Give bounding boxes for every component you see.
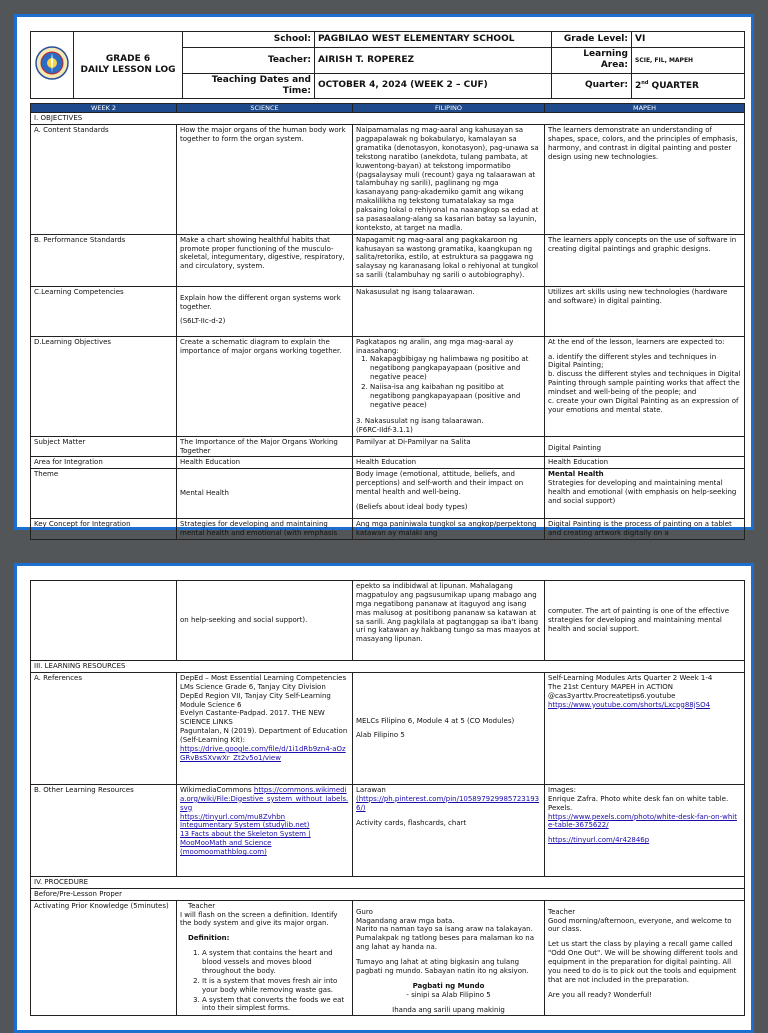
other-resources-filipino: Larawan (https://ph.pinterest.com/pin/1058979299857231936/) Activity cards, flashcards, chart	[353, 784, 545, 876]
pexels-link[interactable]: https://www.pexels.com/photo/white-desk-fan-on-white-table-3675622/	[548, 812, 737, 830]
learning-resources-heading: III. LEARNING RESOURCES	[31, 661, 745, 673]
references-science: DepEd – Most Essential Learning Competencies LMs Science Grade 6, Tanjay City Division DepEd Region VII, Tanjay City Self-Learning Module Science 6 Evelyn Castante-Padpad. 2017. THE NEW SCIENCE LINKS Paguntalan, N (2019). Department of Education (Self-Learning Kit): https://drive.google.com/file/d/1i1dRb9zn4-aOzGRvBsSXvwXr_Zt2v5o1/view	[177, 672, 353, 784]
page-1	[14, 14, 754, 538]
performance-standards-label: B. Performance Standards	[31, 234, 177, 286]
content-standards-science: How the major organs of the human body work together to form the organ system.	[177, 125, 353, 235]
key-concept-label: Key Concept for Integration	[31, 519, 177, 540]
competencies-row	[31, 286, 745, 336]
key-concept-row	[31, 519, 745, 540]
learning-area-label: Learning Area:	[552, 48, 632, 74]
col-mapeh: MAPEH	[545, 104, 745, 113]
activating-filipino: Guro Magandang araw mga bata. Narito na naman tayo sa isang araw na talakayan. Pumalakpak ng tatlong beses para malaman ko na ang lahat ay handa na. Tumayo ang lahat at ating bigkasin ang tulang pagbati ng mundo. Sabayan natin ito ng aksiyon. Pagbati ng Mundo - sinipi sa Alab Filipino 5 Ihanda ang sarili upang makinig	[353, 900, 545, 1016]
learning-objectives-mapeh: At the end of the lesson, learners are expected to: a. identify the different styles and techniques in Digital Painting; b. discuss the different styles and techniques in Digital Painting through sample painting works that affect the mindset and well-being of the people; and c. create your own Digital Painting as an expression of your emotions and mental state.	[545, 336, 745, 436]
theme-science: Mental Health	[177, 469, 353, 519]
objectives-heading: I. OBJECTIVES	[31, 113, 745, 125]
key-concept-continued-label	[31, 581, 177, 661]
youtube-link[interactable]: https://www.youtube.com/shorts/Lxcpg88jSO4	[548, 700, 711, 709]
page-2	[14, 563, 754, 1033]
before-lesson-heading: Before/Pre-Lesson Proper	[31, 888, 745, 900]
activating-science: Teacher I will flash on the screen a definition. Identify the body system and give its major organ. Definition: 1. A system that contains the heart and blood vessels and moves blood throughout the body. 2. It is a system that moves fresh air into your body while removing waste gas. 3. A system that converts the foods we eat into their simplest forms.	[177, 900, 353, 1016]
performance-standards-row	[31, 234, 745, 286]
subject-matter-filipino: Pamilyar at Di-Pamilyar na Salita	[353, 436, 545, 457]
activating-row	[31, 900, 745, 1016]
deped-seal-icon	[35, 46, 69, 80]
studylib-link[interactable]: Integumentary System (studylib.net)	[180, 821, 310, 830]
learning-objectives-filipino: Pagkatapos ng aralin, ang mga mag-aaral ay inaasahang: 1. Nakapagbibigay ng halimbawa ng positibo at negatibong pangkapayapaan (positive and negative peace) 2. Naiisa-isa ang kaibahan ng positibo at negatibong pangkapayapaan (positive and negative peace) 3. Nakasusulat ng isang talaarawan. (F6RC-IIdf-3.1.1)	[353, 336, 545, 436]
school-value: PAGBILAO WEST ELEMENTARY SCHOOL	[315, 32, 552, 48]
column-header-row	[31, 104, 745, 113]
other-resources-label: B. Other Learning Resources	[31, 784, 177, 876]
performance-standards-science: Make a chart showing healthful habits that promote proper functioning of the musculo-skeletal, integumentary, digestive, respiratory, and circulatory, system.	[177, 234, 353, 286]
col-week: WEEK 2	[31, 104, 177, 113]
integration-mapeh: Health Education	[545, 457, 745, 469]
references-mapeh: Self-Learning Modules Arts Quarter 2 Week 1-4 The 21st Century MAPEH in ACTION @cas3yarttv.Procreatetips6.youtube https://www.youtube.com/shorts/Lxcpg88jSO4	[545, 672, 745, 784]
theme-mapeh: Mental Health Strategies for developing and maintaining mental health and emotional (with emphasis on help-seeking and social support)	[545, 469, 745, 519]
learning-area-value: SCIE, FIL, MAPEH	[632, 48, 745, 74]
list-item: c. create your own Digital Painting as an expression of your emotions and mental state.	[548, 396, 739, 414]
activating-mapeh: Teacher Good morning/afternoon, everyone, and welcome to our class. Let us start the class by playing a recall game called "Odd One Out". We will be showing different tools and equipment in the preparation for digital painting. All you need to do is to pick out the tools and equipment that are not included in the preparation. Are you all ready? Wonderful!	[545, 900, 745, 1016]
content-standards-filipino: Naipamamalas ng mag-aaral ang kahusayan sa pagpapalawak ng bokabularyo, kamalayan sa gramatika (denotasyon, konotasyon), pag-unawa sa tekstong naratibo (anekdota, tulang pambata, at kuwentong-bayan) at tekstong impormatibo (pagsalaysay muli (recount) gaya ng talaarawan at talambuhay ng sarili), paglinang ng mga kasanayang pang-akademiko gamit ang wikang makalilikha ng tekstong tumatalakay sa mga paksaing lokal o rehiyonal na naaangkop sa edad at sa pasasaalang-alang sa kasarian batay sa layunin, konteksto, at target na madla.	[353, 125, 545, 235]
key-concept-continued-row	[31, 581, 745, 661]
key-concept-filipino: Ang mga paniniwala tungkol sa angkop/perpektong katawan ay malaki ang	[353, 519, 545, 540]
references-filipino: MELCs Filipino 6, Module 4 at 5 (CO Modules) Alab Filipino 5	[353, 672, 545, 784]
references-row	[31, 672, 745, 784]
list-item: 3. A system that converts the foods we eat into their simplest forms.	[202, 996, 349, 1014]
list-item: a. identify the different styles and techniques in Digital Painting;	[548, 352, 717, 370]
grade-level-value: VI	[632, 32, 745, 48]
subject-matter-mapeh: Digital Painting	[545, 436, 745, 457]
moomoomath-link[interactable]: 13 Facts about the Skeleton System | MooMooMath and Science (moomoomathblog.com)	[180, 830, 311, 856]
integration-science: Health Education	[177, 457, 353, 469]
content-standards-row	[31, 125, 745, 235]
tinyurl-link-2[interactable]: https://tinyurl.com/4r42846p	[548, 836, 650, 845]
quarter-label: Quarter:	[552, 73, 632, 99]
subject-matter-row	[31, 436, 745, 457]
grade-level-label: Grade Level:	[552, 32, 632, 48]
col-science: SCIENCE	[177, 104, 353, 113]
list-item: 1. A system that contains the heart and blood vessels and moves blood throughout the body.	[202, 949, 349, 976]
key-concept-science: Strategies for developing and maintaining mental health and emotional (with emphasis	[177, 519, 353, 540]
competencies-label: C.Learning Competencies	[31, 286, 177, 336]
theme-row	[31, 469, 745, 519]
other-resources-row	[31, 784, 745, 876]
teacher-value: AIRISH T. ROPEREZ	[315, 48, 552, 74]
dates-label: Teaching Dates and Time:	[183, 73, 315, 99]
lesson-table-page-1	[30, 103, 745, 540]
header-table	[30, 31, 745, 99]
list-item: 1. Nakapagbibigay ng halimbawa ng positibo at negatibong pangkapayapaan (positive and negative peace)	[370, 355, 541, 382]
grade-title: GRADE 6	[105, 53, 151, 64]
competencies-filipino: Nakasusulat ng isang talaarawan.	[353, 286, 545, 336]
key-concept-science-cont: on help-seeking and social support).	[177, 581, 353, 661]
references-label: A. References	[31, 672, 177, 784]
pinterest-link[interactable]: (https://ph.pinterest.com/pin/1058979299857231936/)	[356, 794, 540, 812]
procedure-heading: IV. PROCEDURE	[31, 876, 745, 888]
content-standards-label: A. Content Standards	[31, 125, 177, 235]
learning-objectives-science: Create a schematic diagram to explain the importance of major organs working together.	[177, 336, 353, 436]
learning-objectives-label: D.Learning Objectives	[31, 336, 177, 436]
key-concept-mapeh-cont: computer. The art of painting is one of the effective strategies for developing and maintaining mental health and social support.	[545, 581, 745, 661]
dates-value: OCTOBER 4, 2024 (WEEK 2 – CUF)	[315, 73, 552, 99]
competencies-science: Explain how the different organ systems work together. (S6LT-IIc-d-2)	[177, 286, 353, 336]
wikimedia-link[interactable]: https://commons.wikimedia.org/wiki/File:Digestive_system_without_labels.svg	[180, 785, 349, 812]
daily-lesson-log-title: DAILY LESSON LOG	[80, 65, 176, 75]
log-title	[74, 32, 183, 99]
key-concept-mapeh: Digital Painting is the process of painting on a tablet and creating artwork digitally on a	[545, 519, 745, 540]
learning-objectives-row	[31, 336, 745, 436]
content-standards-mapeh: The learners demonstrate an understanding of shapes, space, colors, and the principles of emphasis, harmony, and contrast in digital painting and poster design using new technologies.	[545, 125, 745, 235]
activating-label: Activating Prior Knowledge (5minutes)	[31, 900, 177, 1016]
list-item: 2. It is a system that moves fresh air into your body while removing waste gas.	[202, 977, 349, 995]
integration-filipino: Health Education	[353, 457, 545, 469]
list-item: b. discuss the different styles and techniques in Digital Painting through sample painting works that affect the mindset and well-being of the people; and	[548, 370, 741, 396]
drive-link[interactable]: https://drive.google.com/file/d/1i1dRb9zn4-aOzGRvBsSXvwXr_Zt2v5o1/view	[180, 744, 346, 762]
competencies-mapeh: Utilizes art skills using new technologies (hardware and software) in digital painting.	[545, 286, 745, 336]
teacher-label: Teacher:	[183, 48, 315, 74]
subject-matter-label: Subject Matter	[31, 436, 177, 457]
key-concept-filipino-cont: epekto sa indibidwal at lipunan. Mahalagang magpatuloy ang pagsusumikap upang mabago ang mga negatibong pananaw at itaguyod ang isang mas malusog at positibong pananaw sa katawan at sa sarili. Ang pagkilala at pagtanggap sa iba't ibang uri ng katawan ay hakbang tungo sa mas maayos at masayang lipunan.	[353, 581, 545, 661]
school-label: School:	[183, 32, 315, 48]
performance-standards-mapeh: The learners apply concepts on the use of software in creating digital paintings and graphic designs.	[545, 234, 745, 286]
subject-matter-science: The Importance of the Major Organs Working Together	[177, 436, 353, 457]
quarter-value: 2nd QUARTER	[632, 73, 745, 99]
col-filipino: FILIPINO	[353, 104, 545, 113]
lesson-table-page-2	[30, 580, 745, 1016]
theme-filipino: Body image (emotional, attitude, beliefs, and perceptions) and self-worth and their impact on mental health and well-being. (Beliefs about ideal body types)	[353, 469, 545, 519]
deped-seal	[31, 32, 74, 99]
other-resources-mapeh: Images: Enrique Zafra. Photo white desk fan on white table. Pexels. https://www.pexels.com/photo/white-desk-fan-on-white-table-3675622/ https://tinyurl.com/4r42846p	[545, 784, 745, 876]
integration-row	[31, 457, 745, 469]
integration-label: Area for Integration	[31, 457, 177, 469]
list-item: 2. Naiisa-isa ang kaibahan ng positibo at negatibong pangkapayapaan (positive and negative peace)	[370, 383, 541, 410]
theme-label: Theme	[31, 469, 177, 519]
tinyurl-link[interactable]: https://tinyurl.com/mu8Zvhbn	[180, 812, 286, 821]
other-resources-science: WikimediaCommons https://commons.wikimedia.org/wiki/File:Digestive_system_without_labels.svg https://tinyurl.com/mu8Zvhbn Integumentary System (studylib.net) 13 Facts about the Skeleton System | MooMooMath and Science (moomoomathblog.com)	[177, 784, 353, 876]
performance-standards-filipino: Napagamit ng mag-aaral ang pagkakaroon ng kahusayan sa wastong gramatika, kaangkupan ng salita/retorika, estilo, at estruktura sa paggawa ng salaysay ng karanasang lokal o rehiyonal at tungkol sa sarili (talambuhay ng sarili o autobiography).	[353, 234, 545, 286]
